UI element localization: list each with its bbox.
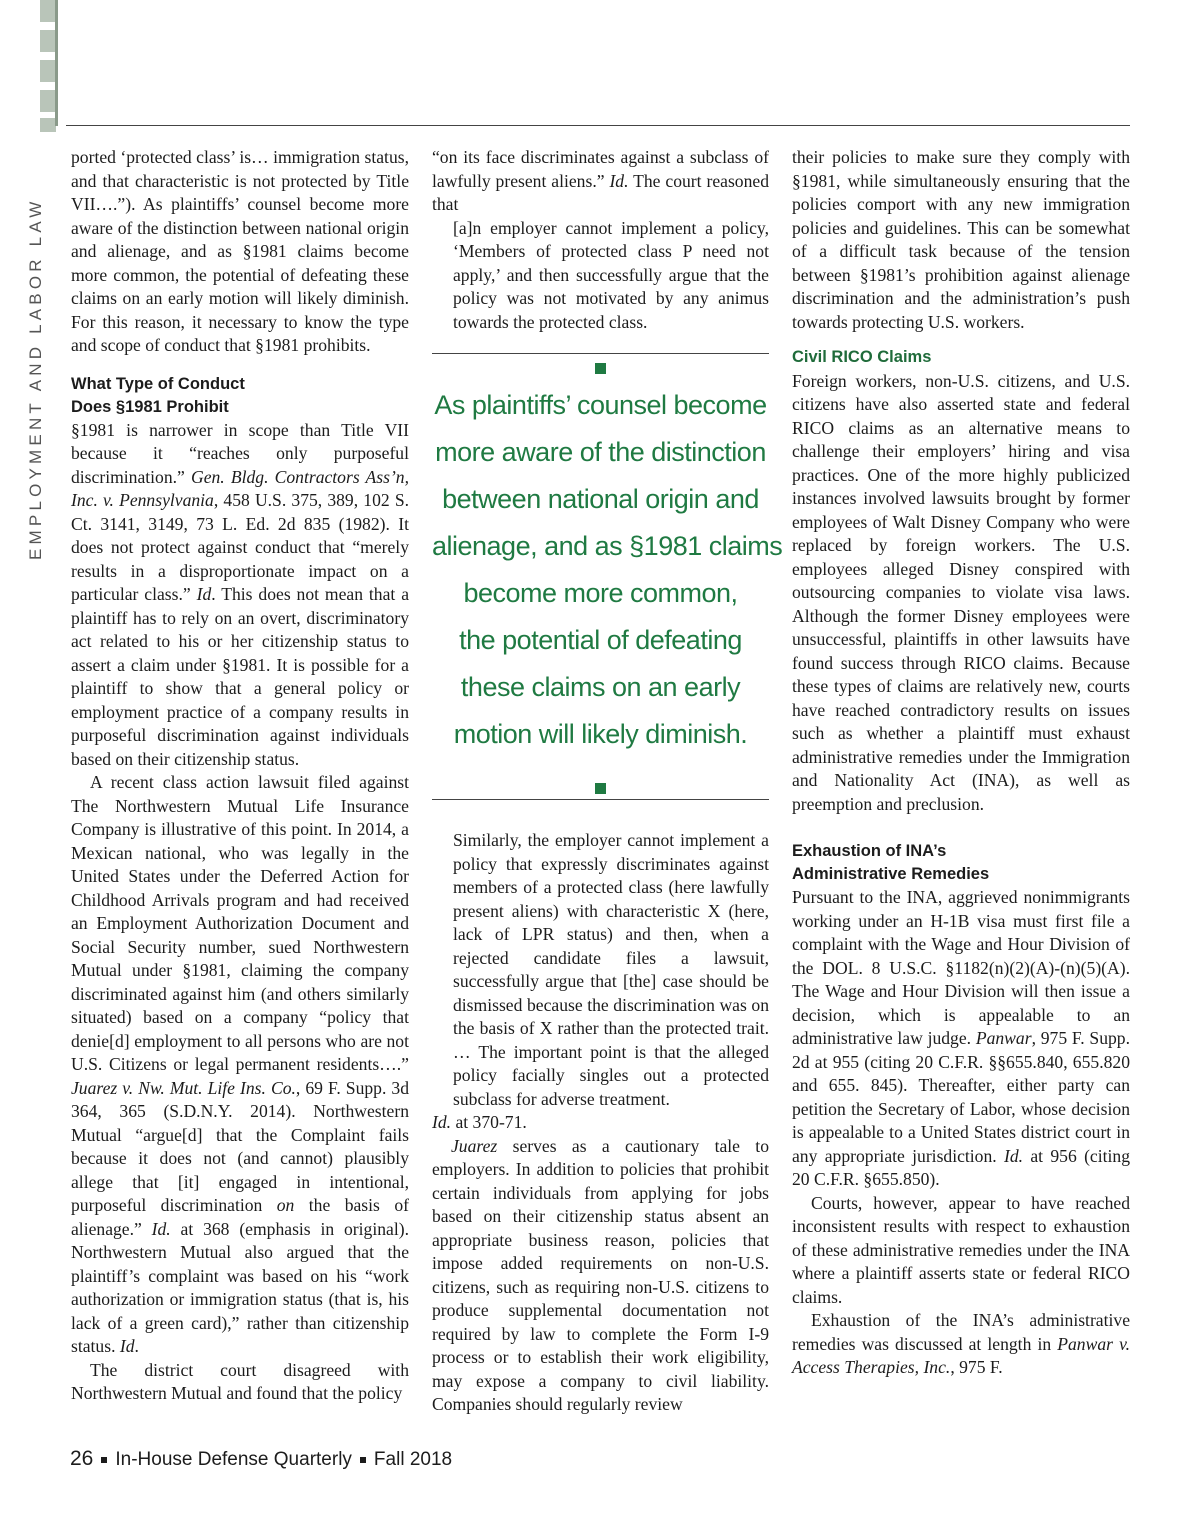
heading-line: Does §1981 Prohibit <box>71 397 229 416</box>
paragraph: Courts, however, appear to have reached inconsistent results with respect to exhaustion of these administrative remedies under the INA where a plaintiff asserts state or federal RICO claims. <box>792 1192 1130 1307</box>
section-heading <box>71 373 409 419</box>
case-citation: Gen. Bldg. Contractors Ass’n, Inc. v. Pennsylvania <box>71 466 409 510</box>
pull-quote-line: become more common, <box>463 578 738 608</box>
section-label: EMPLOYMENT AND LABOR LAW <box>26 197 45 560</box>
paragraph: The district court disagreed with Northwestern Mutual and found that the policy <box>71 1359 409 1403</box>
pull-quote-line: more aware of the distinction <box>435 437 766 467</box>
section-heading: Exhaustion of INA’s Administrative Remedies <box>792 842 990 883</box>
pull-quote-top-rule <box>432 353 769 354</box>
separator-square-icon <box>360 1457 366 1463</box>
case-citation: Panwar v. Access Therapies, Inc. <box>792 1333 1130 1377</box>
issue-date: Fall 2018 <box>373 1449 453 1470</box>
paragraph: §1981 is narrower in scope than Title VII because it “reaches only purposeful discrimination.” Gen. Bldg. Contractors Ass’n, Inc. v. Pennsylvania, 458 U.S. 375, 389, 102 S. Ct. 3141, 3149, 73 L. Ed. 2d 835 (1982). It does not protect against conduct that “merely results in a disproportionate impact on a particular class.” Id. This does not mean that a plaintiff has to rely on an overt, discriminatory act related to his or her citizenship status to assert a claim under §1981. It is possible for a plaintiff to show that a general policy or employment practice of a company results in purposeful discrimination against individuals based on their citizenship status. <box>71 419 410 769</box>
paragraph: Juarez serves as a cautionary tale to employers. In addition to policies that prohibit certain individuals from applying for jobs based on their citizenship status absent an appropriate business reason, policies that impose added requirements on non-U.S. citizens, such as requiring non-U.S. citizens to produce supplemental documentation not required by law to complete the Form I-9 process or to establish their work eligibility, may expose a company to civil liability. Companies should regularly review <box>432 1135 769 1414</box>
paragraph: Foreign workers, non-U.S. citizens, and U.S. citizens have also asserted state and federal RICO claims as an alternative means to challenge their employers’ hiring and visa practices. One of the more highly publicized instances involved lawsuits brought by former employees of Walt Disney Company who were replaced by foreign workers. The U.S. employees alleged Disney conspired with outsourcing companies to violate visa laws. Although the former Disney employees were unsuccessful, plaintiffs in other lawsuits have found success through RICO claims. Because these types of claims are relatively new, courts have reached contradictory results on issues such as whether a plaintiff must exhaust administrative remedies under the Immigration and Nationality Act (INA), as well as preemption and preclusion. <box>792 370 1130 814</box>
paragraph: A recent class action lawsuit filed against The Northwestern Mutual Life Insurance Company is illustrative of this point. In 2014, a Mexican national, who was legally in the United States under the Deferred Action for Childhood Arrivals program and had received an Employment Authorization Document and Social Security number, sued Northwestern Mutual under §1981, claiming the company discriminated against him (and others similarly situated) based on a company “policy that denie[d] employment to all persons who are not U.S. Citizens or legal permanent residents….” Juarez v. Nw. Mut. Life Ins. Co., 69 F. Supp. 3d 364, 365 (S.D.N.Y. 2014). Northwestern Mutual “argue[d] that the Complaint fails because it does not (and cannot) plausibly allege that [it] engaged in intentional, purposeful discrimination on the basis of alienage.” Id. at 368 (emphasis in original). Northwestern Mutual also argued that the plaintiff’s complaint was based on his “work authorization or immigration status (that is, his lack of a green card),” rather than citizenship status. Id. <box>71 772 410 1356</box>
publication-title: In-House Defense Quarterly <box>115 1449 352 1470</box>
pull-quote-bottom-rule <box>432 799 769 800</box>
page-number: 26 <box>70 1447 94 1470</box>
citation: Id. at 370-71. <box>432 1112 527 1132</box>
pull-quote-line: alienage, and as §1981 claims <box>432 531 783 561</box>
pull-quote-line: motion will likely diminish. <box>453 719 748 749</box>
case-citation: Juarez v. Nw. Mut. Life Ins. Co. <box>71 1077 296 1098</box>
pull-quote-line: the potential of defeating <box>459 625 742 655</box>
page-footer <box>70 1447 452 1471</box>
sidebar-decoration <box>40 0 56 132</box>
separator-square-icon <box>101 1457 107 1463</box>
paragraph: Exhaustion of the INA’s administrative remedies was discussed at length in Panwar v. Access Therapies, Inc., 975 F. <box>792 1310 1130 1377</box>
section-heading: Civil RICO Claims <box>792 348 932 366</box>
paragraph: “on its face discriminates against a subclass of lawfully present aliens.” Id. The court reasoned that <box>432 147 769 214</box>
pull-quote <box>432 353 783 800</box>
square-bullet-icon <box>595 363 606 374</box>
paragraph: ported ‘protected class’ is… immigration status, and that characteristic is not protected by Title VII….”). As plaintiffs’ counsel become more aware of the distinction between national origin and alienage, and as §1981 claims become more common, the potential of defeating these claims on an early motion will likely diminish. For this reason, it necessary to know the type and scope of conduct that §1981 prohibits. <box>71 147 409 355</box>
pull-quote-line: As plaintiffs’ counsel become <box>434 390 767 420</box>
square-bullet-icon <box>595 783 606 794</box>
block-quote: [a]n employer cannot implement a policy, ‘Members of protected class P need not apply,’ and then successfully argue that the policy was not motivated by any animus towards the protected class. <box>453 217 769 332</box>
column-3 <box>792 146 1130 1380</box>
block-quote: Similarly, the employer cannot implement a policy that expressly discriminates against members of a protected class (here lawfully present aliens) with characteristic X (here, lack of LPR status) and then, when a rejected candidate files a lawsuit, successfully argue that [the] case should be dismissed because the discrimination was on the basis of X rather than the protected trait. … The important point is that the alleged policy facially singles out a protected subclass for adverse treatment. <box>453 830 769 1109</box>
top-rule <box>66 125 1130 126</box>
pull-quote-line: between national origin and <box>442 484 759 514</box>
paragraph: their policies to make sure they comply with §1981, while simultaneously ensuring that the policies comport with any new immigration policies and guidelines. This can be somewhat of a difficult task because of the tension between §1981’s prohibition against alienage discrimination and the administration’s push towards protecting U.S. workers. <box>792 147 1130 332</box>
paragraph: Pursuant to the INA, aggrieved nonimmigrants working under an H-1B visa must first file a complaint with the Wage and Hour Division of the DOL. 8 U.S.C. §1182(n)(2)(A)-(n)(5)(A). The Wage and Hour Division will then issue a decision, which is appealable to an administrative law judge. Panwar, 975 F. Supp. 2d at 955 (citing 20 C.F.R. §§655.840, 655.820 and 655. 845). Thereafter, either party can petition the Secretary of Labor, whose decision is appealable to a United States district court in any appropriate jurisdiction. Id. at 956 (citing 20 C.F.R. §655.850). <box>792 887 1130 1189</box>
column-2-continued <box>432 829 769 1417</box>
heading-line: What Type of Conduct <box>71 374 245 393</box>
sidebar-rule <box>55 0 58 126</box>
pull-quote-line: these claims on an early <box>460 672 741 702</box>
column-1 <box>71 146 409 1406</box>
column-2 <box>432 146 769 334</box>
